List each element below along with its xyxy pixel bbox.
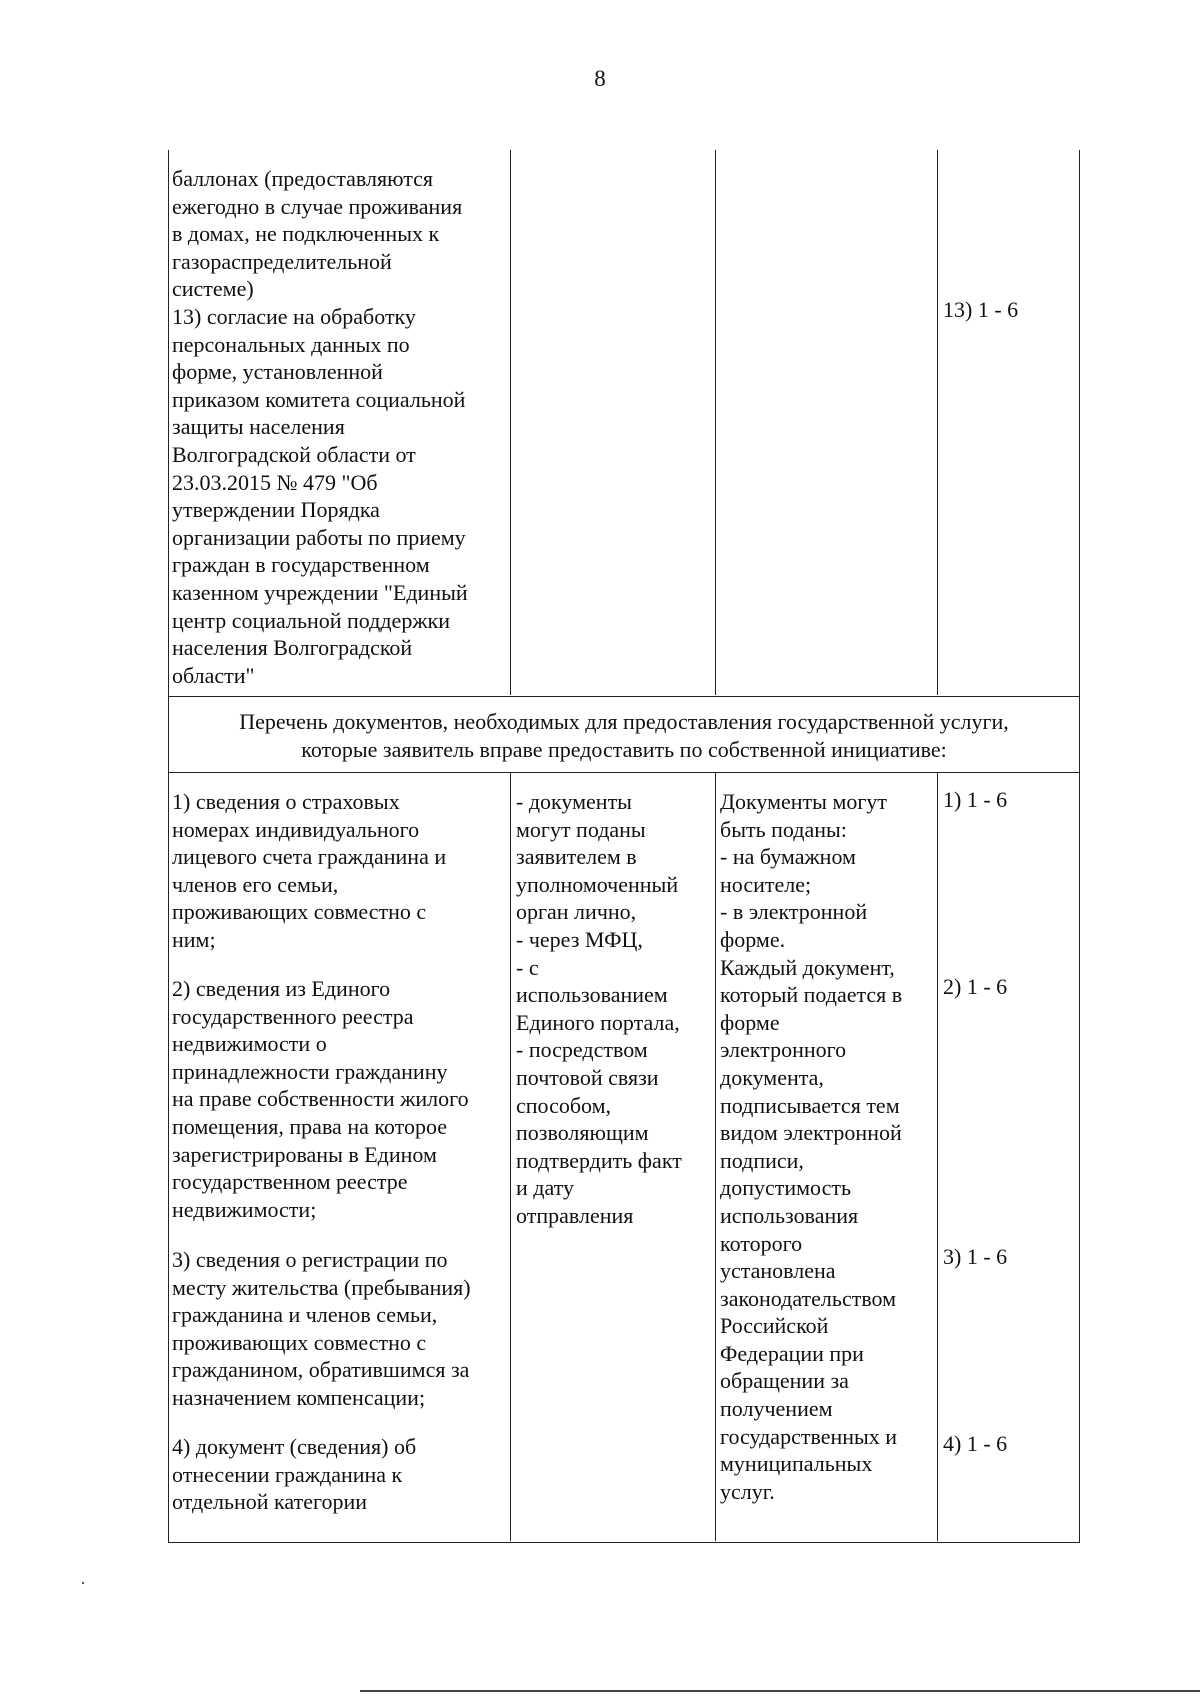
item-2-term: 2) 1 - 6 [943, 974, 1008, 999]
document-item-4: 4) документ (сведения) об отнесении гражданина к отдельной категории [172, 1434, 417, 1515]
column-divider [715, 773, 716, 1541]
document-item-1: 1) сведения о страховых номерах индивидуального лицевого счета гражданина и членов его семьи, проживающих совместно с ним; [172, 789, 447, 952]
column-divider [937, 150, 938, 695]
bottom-scan-rule [360, 1690, 1200, 1692]
document-item-3: 3) сведения о регистрации по месту жительства (пребывания) гражданина и членов семьи, проживающих совместно с гражданином, обратившимся за назначением компенсации; [172, 1247, 471, 1410]
item-1-term: 1) 1 - 6 [943, 787, 1008, 812]
column-divider [510, 150, 511, 695]
table-row-continued [168, 150, 1080, 697]
scan-speck [82, 1582, 84, 1584]
submission-methods-cell: - документы могут поданы заявителем в уполномоченный орган лично, - через МФЦ, - с использованием Единого портала, - посредством почтовой связи способом, позволяющим подтвердить факт и дату отправления [516, 789, 682, 1228]
item-3-term: 3) 1 - 6 [943, 1244, 1008, 1269]
document-item-2: 2) сведения из Единого государственного реестра недвижимости о принадлежности гражданину на праве собственности жилого помещения, права на которое зарегистрированы в Едином государственном реестре недвижимости; [172, 976, 469, 1222]
column-divider [715, 150, 716, 695]
table-row-optional-documents [168, 773, 1080, 1543]
page-number: 8 [594, 66, 606, 91]
documents-list-cell: баллонах (предоставляются ежегодно в случае проживания в домах, не подключенных к газораспределительной системе) 13) согласие на обработку персональных данных по форме, установленной приказом комитета социальной защиты населения Волгоградской области от 23.03.2015 № 479 "Об утверждении Порядка организации работы по приему граждан в государственном казенном учреждении "Единый центр социальной поддержки населения Волгоградской области" [172, 166, 468, 688]
submission-form-cell: Документы могут быть поданы: - на бумажном носителе; - в электронной форме. Каждый документ, который подается в форме электронного документа, подписывается тем видом электронной подписи, допустимость использования которого установлена законодательством Российской Федерации при обращении за получением государственных и муниципальных услуг. [720, 789, 903, 1504]
column-divider [937, 773, 938, 1541]
item-13-term: 13) 1 - 6 [943, 297, 1019, 322]
item-4-term: 4) 1 - 6 [943, 1431, 1008, 1456]
column-divider [510, 773, 511, 1541]
section-header: Перечень документов, необходимых для предоставления государственной услуги, которые заявитель вправе предоставить по собственной инициативе: [168, 697, 1080, 773]
